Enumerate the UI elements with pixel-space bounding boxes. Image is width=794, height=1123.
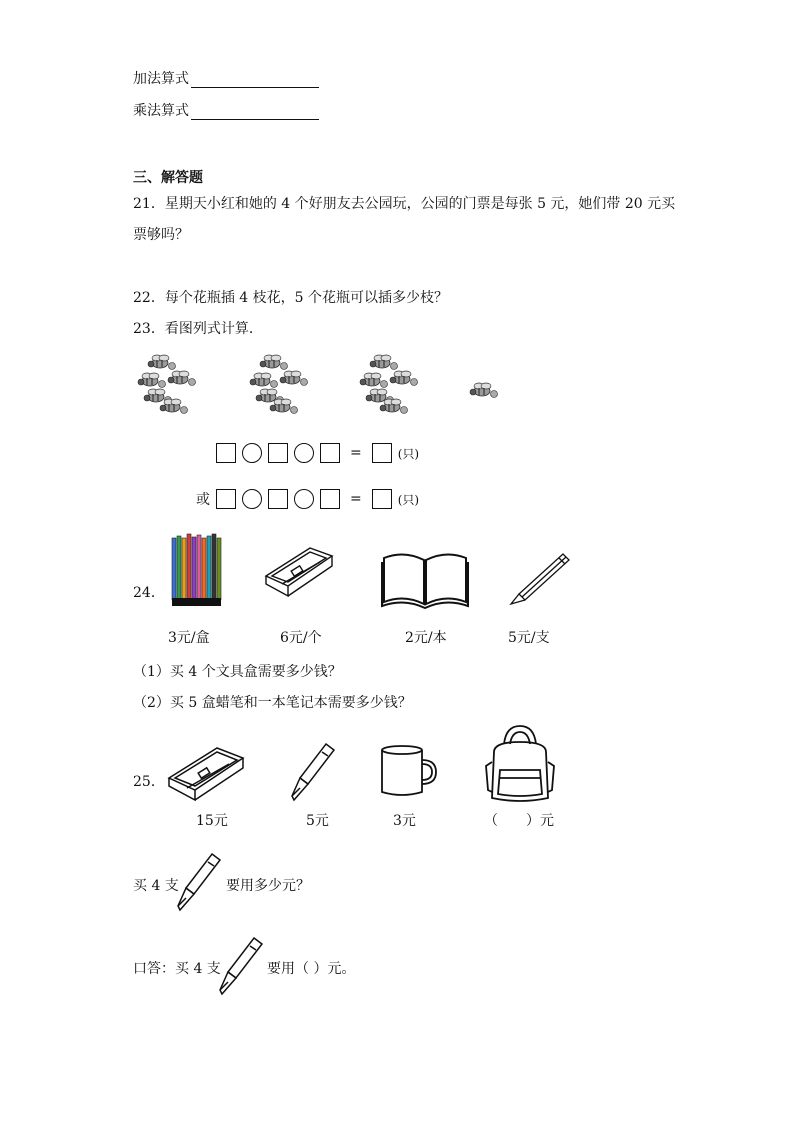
result-box[interactable] xyxy=(372,443,392,463)
answer-box[interactable] xyxy=(320,489,340,509)
answer-box[interactable] xyxy=(320,443,340,463)
q25-number: 25． xyxy=(133,774,165,790)
multiplication-formula-label: 乘法算式 xyxy=(133,103,189,119)
answer-box[interactable] xyxy=(268,489,288,509)
q21-line1: 21．星期天小红和她的 4 个好朋友去公园玩，公园的门票是每张 5 元，她们带 20 元买 xyxy=(133,196,676,212)
bee-icon xyxy=(390,371,418,386)
answer-box[interactable] xyxy=(216,443,236,463)
bee-icon xyxy=(160,399,188,414)
equation-row-1 xyxy=(216,443,419,463)
section-title: 三、解答题 xyxy=(133,170,203,186)
bee-icon xyxy=(370,355,398,370)
q25-answer-prefix: 口答：买 4 支 xyxy=(133,961,221,977)
bee-icon xyxy=(250,373,278,388)
bee-icon xyxy=(360,373,388,388)
unit-label: (只) xyxy=(397,446,420,461)
q21-line2: 票够吗？ xyxy=(133,227,189,243)
q25-ask-suffix: 要用多少元？ xyxy=(226,878,310,894)
bee-group-2 xyxy=(250,355,308,414)
mug-icon xyxy=(378,742,442,800)
addition-answer-blank[interactable] xyxy=(191,73,319,88)
bee-icon xyxy=(148,355,176,370)
q25-answer-suffix: 要用（ ）元。 xyxy=(267,961,356,977)
price-pencil: 5元/支 xyxy=(508,630,550,646)
bee-icon xyxy=(260,355,288,370)
q22-text: 22．每个花瓶插 4 枝花，5 个花瓶可以插多少枝？ xyxy=(133,290,448,306)
bee-group-3 xyxy=(360,355,418,414)
equation-row-2 xyxy=(196,489,419,509)
pencil-icon xyxy=(505,548,575,606)
bee-icon xyxy=(380,399,408,414)
fountain-pen-icon xyxy=(214,934,266,998)
bee-icon xyxy=(138,373,166,388)
notebook-icon xyxy=(380,548,470,610)
q25-ask-prefix: 买 4 支 xyxy=(133,878,179,894)
backpack-icon xyxy=(484,722,554,806)
result-box[interactable] xyxy=(372,489,392,509)
operator-circle[interactable] xyxy=(242,489,262,509)
operator-circle[interactable] xyxy=(294,489,314,509)
operator-circle[interactable] xyxy=(242,443,262,463)
operator-circle[interactable] xyxy=(294,443,314,463)
equals-sign: = xyxy=(350,491,362,507)
fountain-pen-icon xyxy=(286,740,338,804)
bee-groups-illustration xyxy=(130,345,530,425)
price-crayons: 3元/盒 xyxy=(168,630,210,646)
multiplication-answer-blank[interactable] xyxy=(191,105,319,120)
equals-sign: = xyxy=(350,445,362,461)
or-label: 或 xyxy=(196,492,210,508)
bee-icon xyxy=(270,399,298,414)
answer-box[interactable] xyxy=(268,443,288,463)
addition-formula-label: 加法算式 xyxy=(133,71,189,87)
bee-group-4 xyxy=(470,383,498,398)
price-backpack-blank: （ ）元 xyxy=(484,813,554,829)
price-pencil-case: 6元/个 xyxy=(280,630,322,646)
answer-box[interactable] xyxy=(216,489,236,509)
price-mug: 3元 xyxy=(393,813,416,829)
price-pencil-case-25: 15元 xyxy=(196,813,228,829)
bee-icon xyxy=(470,383,498,398)
q24-sub1: （1）买 4 个文具盒需要多少钱？ xyxy=(133,664,342,680)
q23-text: 23．看图列式计算． xyxy=(133,321,263,337)
bee-icon xyxy=(168,371,196,386)
price-pen: 5元 xyxy=(306,813,329,829)
q24-sub2: （2）买 5 盒蜡笔和一本笔记本需要多少钱？ xyxy=(133,695,412,711)
unit-label: (只) xyxy=(397,492,420,507)
pencil-case-icon xyxy=(262,538,336,602)
pencil-case-icon xyxy=(165,738,249,804)
price-notebook: 2元/本 xyxy=(405,630,447,646)
multiplication-formula-line xyxy=(133,100,319,120)
q24-number: 24． xyxy=(133,585,165,601)
crayon-box-icon xyxy=(168,528,228,610)
fountain-pen-icon xyxy=(172,850,224,914)
addition-formula-line xyxy=(133,68,319,88)
bee-icon xyxy=(280,371,308,386)
bee-group-1 xyxy=(138,355,196,414)
